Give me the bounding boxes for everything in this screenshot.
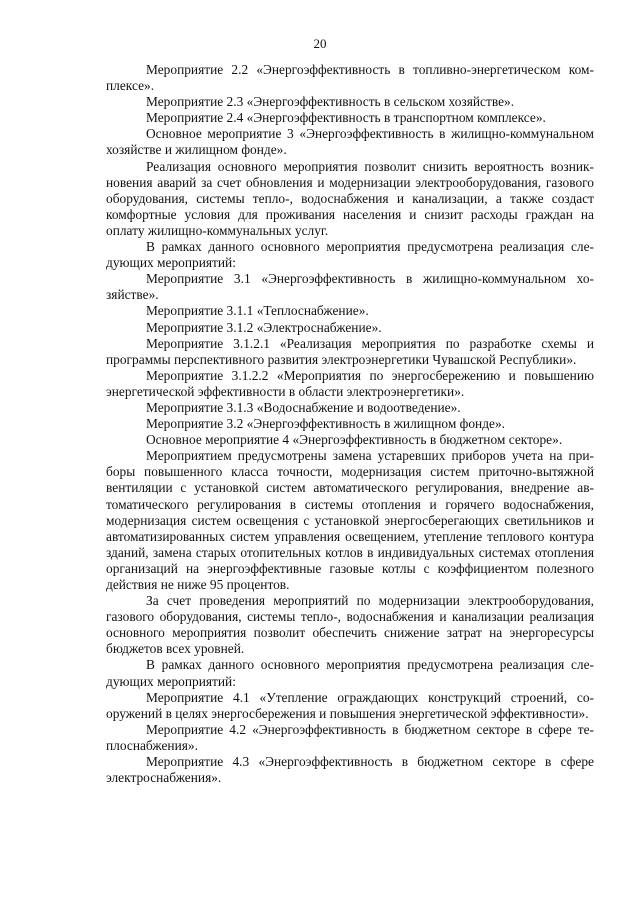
paragraph-main-measure-4-effect: За счет проведения мероприятий по модернизации электрооборудования, газового оборудования, системы тепло-, водоснабжения и канализации реализация основного мероприятия позволит обеспечить снижение затрат на энергоресурсы бюджетов всех уровней.	[106, 593, 594, 657]
paragraph-measure-3-1-3: Мероприятие 3.1.3 «Водоснабжение и водоотведение».	[146, 399, 461, 415]
paragraph-measure-2-4: Мероприятие 2.4 «Энергоэффективность в транспортном комплексе».	[146, 110, 546, 126]
paragraph-main-measure-3: Основное мероприятие 3 «Энергоэффективность в жилищно-коммунальном хозяйстве и жилищном фонде».	[106, 126, 594, 158]
paragraph-measure-4-3: Мероприятие 4.3 «Энергоэффективность в бюджетном секторе в сфере электроснабжения».	[106, 754, 594, 786]
paragraph-measure-2-3: Мероприятие 2.3 «Энергоэффективность в сельском хозяйстве».	[146, 94, 515, 110]
paragraph-measure-3-2: Мероприятие 3.2 «Энергоэффективность в жилищном фонде».	[146, 416, 506, 432]
paragraph-main-measure-4-description: Мероприятием предусмотрены замена устаревших приборов учета на приборы повышенного класса точности, модернизация систем приточно-вытяжной вентиляции с установкой систем автоматического регулирования, внедрение автоматического регулирования в системы отопления и горячего водоснабжения, модернизация систем освещения с установкой энергосберегающих светильников и автоматизированных систем управления освещением, утепление теплового контура зданий, замена старых отопительных котлов в индивидуальных системах отопления организаций на энергоэффективные газовые котлы с коэффициентом полезного действия не ниже 95 процентов.	[106, 448, 594, 592]
paragraph-main-measure-4-list-intro: В рамках данного основного мероприятия предусмотрена реализация следующих мероприятий:	[106, 657, 594, 689]
paragraph-measure-3-1: Мероприятие 3.1 «Энергоэффективность в жилищно-коммунальном хозяйстве».	[106, 271, 594, 303]
paragraph-measure-2-2: Мероприятие 2.2 «Энергоэффективность в топливно-энергетическом комплексе».	[106, 62, 594, 94]
paragraph-measure-4-2: Мероприятие 4.2 «Энергоэффективность в бюджетном секторе в сфере теплоснабжения».	[106, 721, 594, 753]
paragraph-measure-3-1-1: Мероприятие 3.1.1 «Теплоснабжение».	[146, 303, 369, 319]
paragraph-main-measure-3-description: Реализация основного мероприятия позволит снизить вероятность возникновения аварий за счет обновления и модернизации электрооборудования, газового оборудования, системы тепло-, водоснабжения и канализации, а также создаст комфортные условия для проживания населения и снизит расходы граждан на оплату жилищно-коммунальных услуг.	[106, 158, 594, 238]
paragraph-main-measure-4: Основное мероприятие 4 «Энергоэффективность в бюджетном секторе».	[146, 432, 563, 448]
paragraph-measure-4-1: Мероприятие 4.1 «Утепление ограждающих конструкций строений, сооружений в целях энергосбережения и повышения энергетической эффективности».	[106, 689, 594, 721]
paragraph-main-measure-3-list-intro: В рамках данного основного мероприятия предусмотрена реализация следующих мероприятий:	[106, 239, 594, 271]
paragraph-measure-3-1-2: Мероприятие 3.1.2 «Электроснабжение».	[146, 319, 382, 335]
page-number: 20	[313, 36, 327, 51]
paragraph-measure-3-1-2-2: Мероприятие 3.1.2.2 «Мероприятия по энергосбережению и повышению энергетической эффективности в области электроэнергетики».	[106, 367, 594, 399]
document-body	[106, 62, 594, 786]
paragraph-measure-3-1-2-1: Мероприятие 3.1.2.1 «Реализация мероприятия по разработке схемы и программы перспективного развития электроэнергетики Чувашской Республики».	[106, 335, 594, 367]
